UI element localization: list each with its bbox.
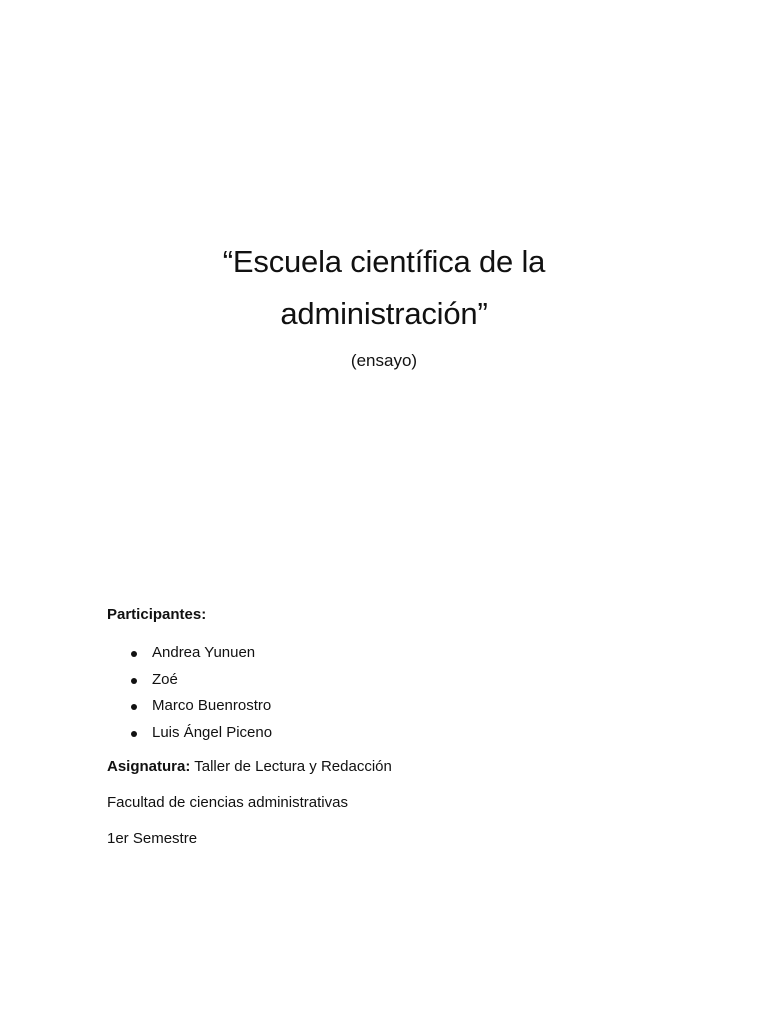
participant-name: Zoé xyxy=(152,670,178,688)
subject-label: Asignatura: xyxy=(107,758,191,775)
document-title-line-2: administración” xyxy=(280,296,488,331)
participants-heading: Participantes: xyxy=(107,606,207,623)
bullet-icon xyxy=(131,704,137,710)
document-subtitle: (ensayo) xyxy=(350,351,418,370)
participant-list xyxy=(107,640,707,746)
list-item xyxy=(107,640,707,667)
subject-value: Taller de Lectura y Redacción xyxy=(190,758,392,775)
semester-line: 1er Semestre xyxy=(107,830,198,847)
participant-name: Marco Buenrostro xyxy=(152,697,272,714)
participant-name: Luis Ángel Piceno xyxy=(152,723,273,741)
bullet-icon xyxy=(131,678,137,684)
document-title-line-1: “Escuela científica de la xyxy=(222,244,546,279)
bullet-icon xyxy=(131,731,137,737)
list-item xyxy=(107,667,707,694)
faculty-line: Facultad de ciencias administrativas xyxy=(107,794,348,811)
participant-name: Andrea Yunuen xyxy=(152,644,256,661)
list-item xyxy=(107,693,707,720)
list-item xyxy=(107,720,707,747)
title-block xyxy=(0,236,768,340)
document-details xyxy=(107,604,707,850)
subject-line xyxy=(107,756,707,778)
bullet-icon xyxy=(131,651,137,657)
